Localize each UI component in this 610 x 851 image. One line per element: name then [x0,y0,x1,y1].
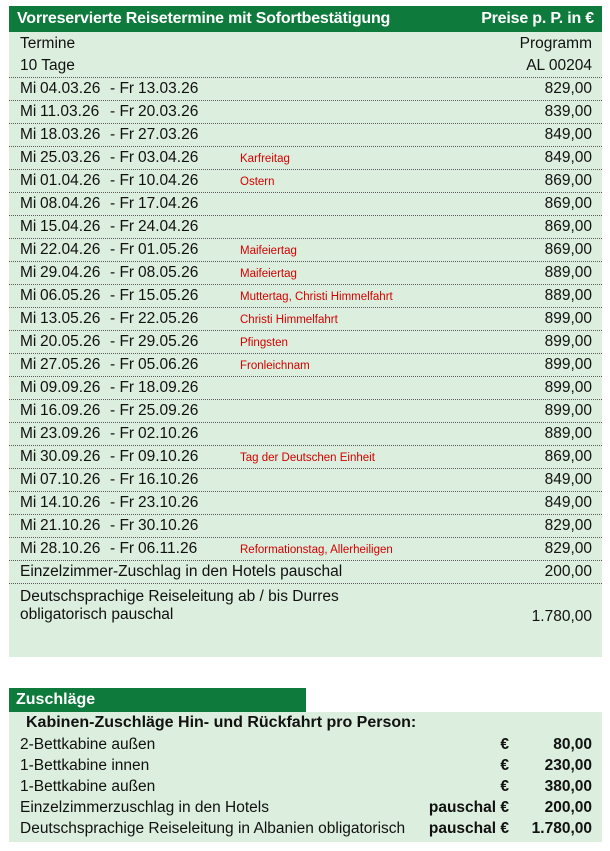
date-row [9,124,602,147]
holiday-note: Pfingsten [240,337,288,349]
date-row [9,423,602,446]
date-price: 839,00 [544,103,592,120]
weekday-end: - Fr [110,540,135,557]
single-supplement-label: Einzelzimmer-Zuschlag in den Hotels pauschal [20,563,343,580]
date-to: 05.06.26 [138,356,199,373]
date-price: 829,00 [544,80,592,97]
surcharges-subtitle: Kabinen-Zuschläge Hin- und Rückfahrt pro Person: [26,714,417,731]
date-from: 21.10.26 [40,517,101,534]
date-price: 899,00 [544,402,592,419]
date-to: 22.05.26 [138,310,199,327]
date-to: 20.03.26 [138,103,199,120]
date-price: 849,00 [544,471,592,488]
date-price: 829,00 [544,540,592,557]
weekday-end: - Fr [110,494,135,511]
surcharge-prefix: € [500,735,509,753]
weekday-start: Mi [20,80,37,97]
date-to: 06.11.26 [138,540,198,557]
holiday-note: Karfreitag [240,153,290,165]
date-from: 13.05.26 [40,310,101,327]
date-row [9,147,602,170]
weekday-end: - Fr [110,149,135,166]
date-to: 09.10.26 [138,448,199,465]
weekday-end: - Fr [110,126,135,143]
surcharge-amount: 80,00 [553,735,592,753]
date-from: 28.10.26 [40,540,101,557]
surcharge-prefix: pauschal € [428,819,509,837]
date-row [9,193,602,216]
holiday-note: Christi Himmelfahrt [240,314,338,326]
date-from: 04.03.26 [40,80,101,97]
date-to: 25.09.26 [138,402,199,419]
date-from: 20.05.26 [40,333,101,350]
surcharge-label: 2-Bettkabine außen [20,735,156,753]
weekday-end: - Fr [110,172,135,189]
weekday-start: Mi [20,540,37,557]
weekday-end: - Fr [110,287,135,304]
date-price: 829,00 [544,517,592,534]
holiday-note: Maifeiertag [240,245,297,257]
date-to: 18.09.26 [138,379,199,396]
prices-header [9,6,602,32]
date-price: 849,00 [544,149,592,166]
date-from: 25.03.26 [40,149,101,166]
surcharge-prefix: € [500,777,509,795]
weekday-start: Mi [20,471,37,488]
holiday-note: Maifeiertag [240,268,297,280]
guide-row [9,584,602,630]
date-from: 01.04.26 [40,172,101,189]
date-price: 869,00 [544,448,592,465]
date-row [9,239,602,262]
date-to: 24.04.26 [138,218,199,235]
date-list [9,78,602,561]
prices-title: Vorreservierte Reisetermine mit Sofortbestätigung [17,10,391,27]
prices-panel [9,6,602,657]
date-from: 06.05.26 [40,287,101,304]
date-row [9,354,602,377]
holiday-note: Reformationstag, Allerheiligen [240,544,393,556]
date-from: 11.03.26 [40,103,100,120]
weekday-start: Mi [20,379,37,396]
weekday-end: - Fr [110,310,135,327]
weekday-start: Mi [20,218,37,235]
weekday-end: - Fr [110,517,135,534]
surcharge-row [20,734,592,755]
weekday-end: - Fr [110,356,135,373]
surcharge-row [20,776,592,797]
date-row [9,285,602,308]
date-to: 03.04.26 [138,149,199,166]
date-price: 899,00 [544,333,592,350]
date-from: 08.04.26 [40,195,101,212]
date-from: 07.10.26 [40,471,101,488]
date-from: 22.04.26 [40,241,101,258]
weekday-start: Mi [20,425,37,442]
surcharge-label: Einzelzimmerzuschlag in den Hotels [20,798,269,816]
weekday-start: Mi [20,517,37,534]
single-supplement-row [9,561,602,584]
prices-unit-label: Preise p. P. in € [481,10,594,27]
surcharge-amount: 1.780,00 [531,819,592,837]
surcharge-prefix: € [500,756,509,774]
date-to: 30.10.26 [138,517,199,534]
weekday-end: - Fr [110,448,135,465]
date-price: 869,00 [544,195,592,212]
surcharge-label: Deutschsprachige Reiseleitung in Albanien obligatorisch [20,819,406,837]
surcharge-label: 1-Bettkabine innen [20,756,150,774]
holiday-note: Tag der Deutschen Einheit [240,452,375,464]
weekday-start: Mi [20,172,37,189]
date-from: 09.09.26 [40,379,101,396]
weekday-start: Mi [20,264,37,281]
weekday-end: - Fr [110,402,135,419]
date-from: 27.05.26 [40,356,101,373]
holiday-note: Fronleichnam [240,360,310,372]
date-to: 08.05.26 [138,264,199,281]
date-to: 17.04.26 [138,195,199,212]
date-row [9,78,602,101]
date-price: 889,00 [544,287,592,304]
date-to: 16.10.26 [138,471,199,488]
weekday-start: Mi [20,287,37,304]
date-row [9,492,602,515]
date-price: 899,00 [544,356,592,373]
weekday-start: Mi [20,149,37,166]
duration-row [9,55,602,78]
weekday-end: - Fr [110,379,135,396]
date-row [9,262,602,285]
surcharge-amount: 230,00 [544,756,592,774]
date-row [9,308,602,331]
weekday-start: Mi [20,126,37,143]
date-from: 18.03.26 [40,126,101,143]
date-to: 27.03.26 [138,126,199,143]
date-row [9,469,602,492]
surcharges-panel [9,712,602,842]
guide-line-2: obligatorisch pauschal [20,606,174,623]
date-row [9,446,602,469]
surcharge-list [20,734,592,839]
date-price: 869,00 [544,241,592,258]
weekday-start: Mi [20,356,37,373]
date-row [9,216,602,239]
date-row [9,515,602,538]
weekday-start: Mi [20,103,37,120]
date-to: 15.05.26 [138,287,199,304]
program-code: AL 00204 [526,57,592,74]
date-price: 849,00 [544,494,592,511]
duration-label: 10 Tage [20,57,75,74]
guide-line-1: Deutschsprachige Reiseleitung ab / bis Durres [20,588,339,605]
date-row [9,101,602,124]
surcharge-row [20,797,592,818]
date-row [9,331,602,354]
weekday-end: - Fr [110,80,135,97]
surcharge-amount: 380,00 [544,777,592,795]
weekday-end: - Fr [110,471,135,488]
date-row [9,400,602,423]
date-price: 889,00 [544,425,592,442]
surcharge-row [20,755,592,776]
date-from: 23.09.26 [40,425,101,442]
date-from: 30.09.26 [40,448,101,465]
column-header-row [9,32,602,55]
date-row [9,377,602,400]
date-row [9,538,602,561]
date-from: 15.04.26 [40,218,101,235]
date-from: 29.04.26 [40,264,101,281]
weekday-end: - Fr [110,425,135,442]
weekday-start: Mi [20,402,37,419]
surcharges-header: Zuschläge [9,688,306,712]
date-price: 899,00 [544,310,592,327]
date-price: 869,00 [544,218,592,235]
holiday-note: Ostern [240,176,275,188]
weekday-end: - Fr [110,333,135,350]
date-from: 16.09.26 [40,402,101,419]
surcharge-row [20,818,592,839]
surcharge-prefix: pauschal € [428,798,509,816]
date-to: 29.05.26 [138,333,199,350]
weekday-start: Mi [20,448,37,465]
column-programm: Programm [519,34,592,52]
surcharge-label: 1-Bettkabine außen [20,777,156,795]
weekday-end: - Fr [110,218,135,235]
date-price: 869,00 [544,172,592,189]
weekday-end: - Fr [110,195,135,212]
date-to: 23.10.26 [138,494,199,511]
weekday-start: Mi [20,241,37,258]
date-to: 13.03.26 [138,80,199,97]
weekday-end: - Fr [110,264,135,281]
weekday-start: Mi [20,195,37,212]
date-to: 10.04.26 [138,172,199,189]
surcharge-amount: 200,00 [544,798,592,816]
date-to: 02.10.26 [138,425,199,442]
date-to: 01.05.26 [138,241,199,258]
weekday-end: - Fr [110,103,135,120]
date-row [9,170,602,193]
single-supplement-price: 200,00 [544,563,592,580]
date-price: 849,00 [544,126,592,143]
weekday-start: Mi [20,494,37,511]
date-price: 889,00 [544,264,592,281]
column-termine: Termine [20,34,76,52]
guide-price: 1.780,00 [531,608,592,625]
weekday-start: Mi [20,333,37,350]
date-from: 14.10.26 [40,494,101,511]
weekday-start: Mi [20,310,37,327]
date-price: 899,00 [544,379,592,396]
weekday-end: - Fr [110,241,135,258]
holiday-note: Muttertag, Christi Himmelfahrt [240,291,393,303]
